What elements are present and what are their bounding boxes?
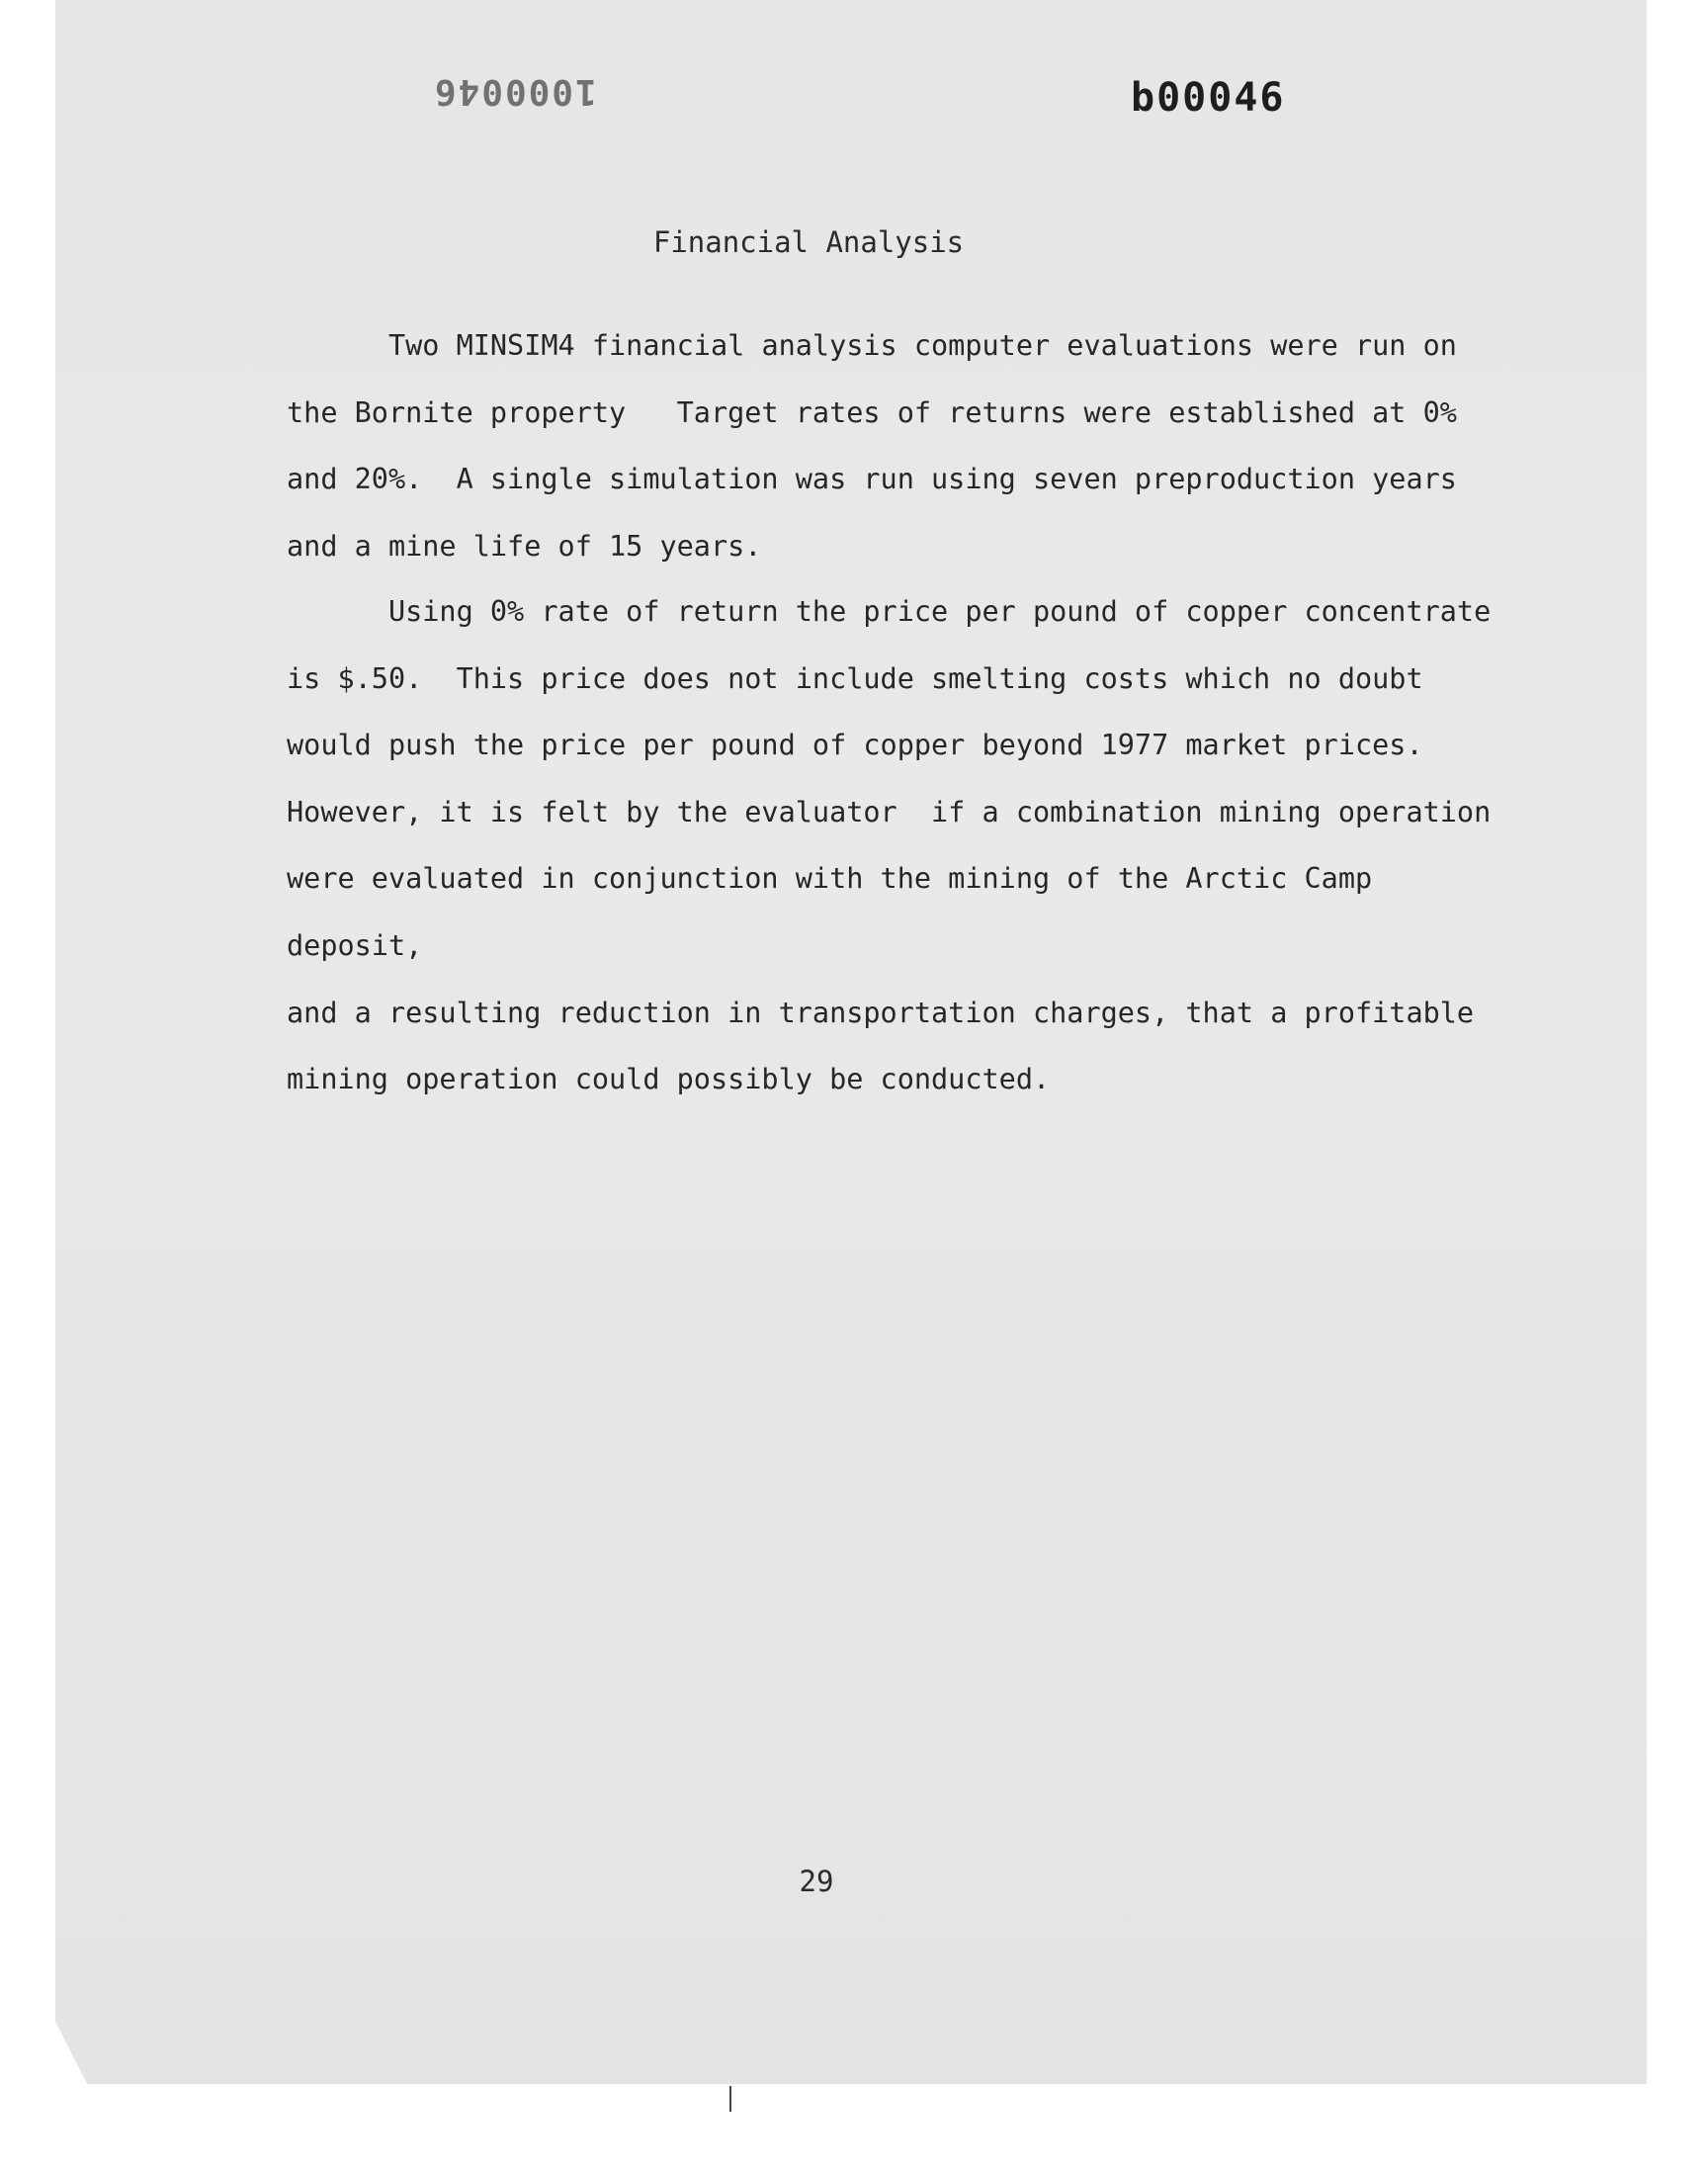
scan-edge-mark <box>729 2086 731 2112</box>
page-number: 29 <box>799 1865 834 1898</box>
bates-stamp: b00046 <box>1131 75 1286 121</box>
page-title: Financial Analysis <box>652 225 965 259</box>
paragraph-2: Using 0% rate of return the price per pound of copper concentrate is $.50. This price does not include smelting costs which no doubt would push the price per pound of copper beyond 1977 market prices. However, it is felt by the evaluator if a combination mining operation were evaluated in conjunction with the mining of the Arctic Camp deposit, and a resulting reduction in transportation charges, that a profitable mining operation could possibly be conducted. <box>287 595 1492 1096</box>
paragraph-1: Two MINSIM4 financial analysis computer evaluations were run on the Bornite property Target rates of returns were established at 0% and 20%. A single simulation was run using seven preproduction years and a mine life of 15 years. <box>287 329 1457 563</box>
bates-stamp-mirrored: 1000046 <box>433 71 597 112</box>
